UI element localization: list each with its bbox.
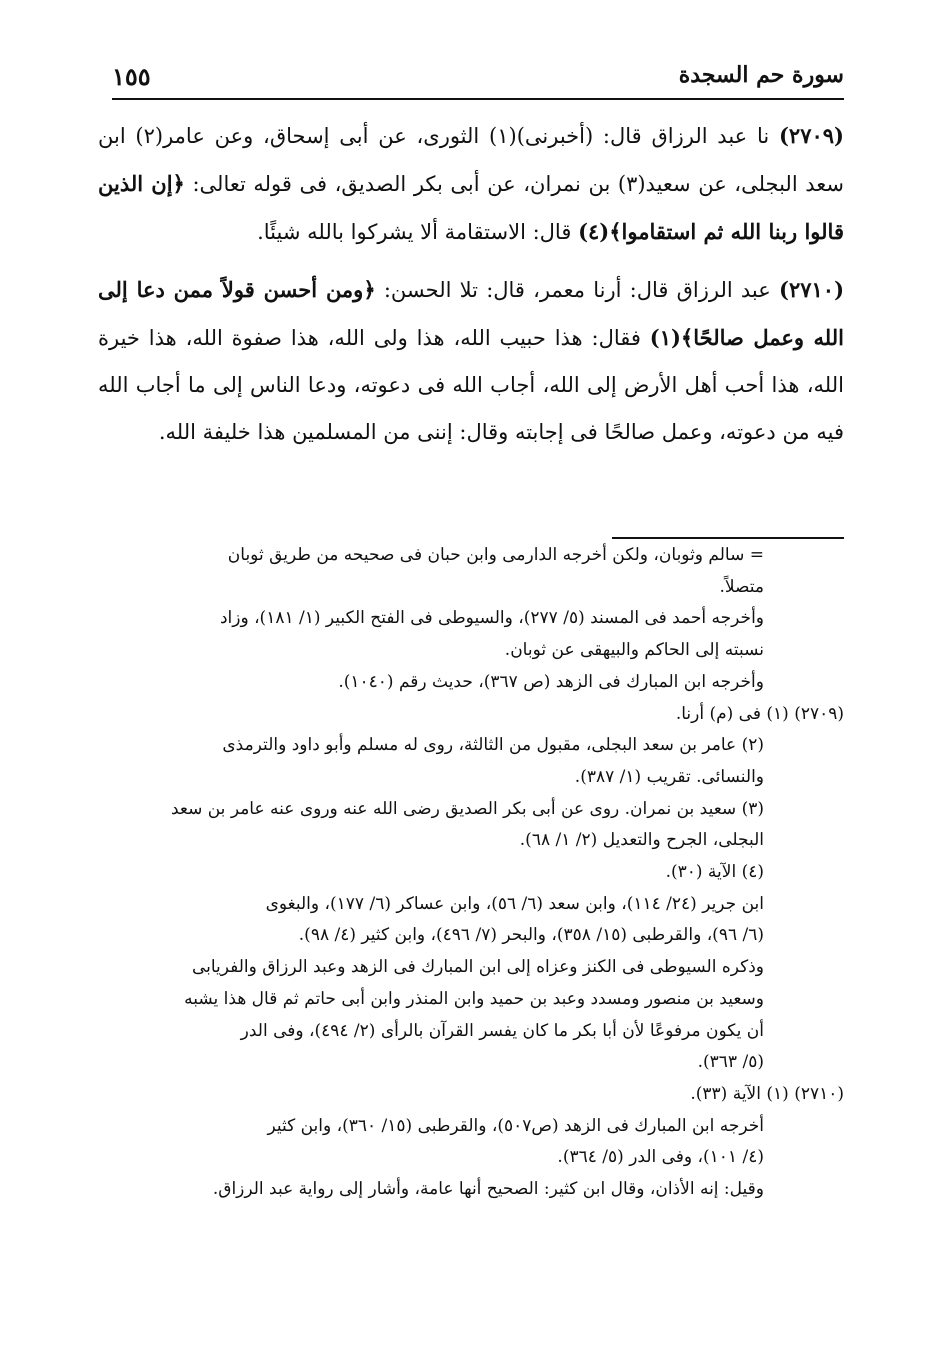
footnote-line: وذكره السيوطى فى الكنز وعزاه إلى ابن المبارك فى الزهد وعبد الرزاق والفريابى — [191, 957, 764, 978]
footnote-line: وسعيد بن منصور ومسدد وعبد بن حميد وابن المنذر وابن أبى حاتم ثم قال هذا يشبه — [184, 988, 764, 1009]
footnote-line: (٢٧١٠) (١) الآية (٣٣). — [690, 1083, 844, 1104]
footnote-line: (٥/ ٣٦٣). — [697, 1052, 764, 1073]
footnote-line: وأخرجه ابن المبارك فى الزهد (ص ٣٦٧)، حديث رقم (١٠٤٠). — [338, 671, 764, 692]
footnote-line: (٣) سعيد بن نمران. روى عن أبى بكر الصديق رضى الله عنه وروى عنه عامر بن سعد — [170, 798, 764, 819]
page-header — [112, 56, 844, 100]
footnote-line: أن يكون مرفوعًا لأن أبا بكر ما كان يفسر القرآن بالرأى (٢/ ٤٩٤)، وفى الدر — [240, 1020, 764, 1041]
hadith-number: (٢٧٠٩) — [778, 123, 844, 148]
footnote-line: (٦/ ٩٦)، والقرطبى (١٥/ ٣٥٨)، والبحر (٧/ ٤٩٦)، وابن كثير (٤/ ٩٨). — [298, 925, 764, 946]
hadith-paragraph — [98, 266, 844, 456]
header-rule — [112, 98, 844, 100]
main-text — [98, 112, 844, 466]
footnote-line: البجلى، الجرح والتعديل (٢/ ١/ ٦٨). — [519, 830, 764, 851]
hadith-text: عبد الرزاق قال: أرنا معمر، قال: تلا الحسن: — [383, 278, 771, 302]
footnote-rule — [612, 537, 844, 539]
hadith-number: (٢٧١٠) — [779, 277, 844, 302]
footnote-line: (٤/ ١٠١)، وفى الدر (٥/ ٣٦٤). — [557, 1147, 764, 1168]
footnote-line: نسبته إلى الحاكم والبيهقى عن ثوبان. — [504, 640, 764, 661]
hadith-tail: قال: الاستقامة ألا يشركوا بالله شيئًا. — [257, 220, 572, 244]
footnote-line: والنسائى. تقريب (١/ ٣٨٧). — [574, 766, 764, 787]
page-number: ١٥٥ — [112, 62, 151, 91]
footnote-line: وأخرجه أحمد فى المسند (٥/ ٢٧٧)، والسيوطى فى الفتح الكبير (١/ ١٨١)، وزاد — [219, 608, 764, 629]
footnote-line: (٢٧٠٩) (١) فى (م) أرنا. — [675, 703, 844, 724]
footnote-line: متصلاً. — [719, 576, 764, 597]
footnote-line: (٤) الآية (٣٠). — [665, 862, 764, 883]
surah-title: سورة حم السجدة — [678, 62, 844, 88]
quran-verse: ﴿ومن أحسن قولاً ممن دعا إلى الله وعمل صالحًا﴾(١) — [98, 277, 844, 350]
hadith-tail: فقال: هذا حبيب الله، هذا ولى الله، هذا صفوة الله، هذا خيرة الله، هذا أحب أهل الأرض إلى الله، أجاب الله فى دعوته، ودعا الناس إلى ما أجاب الله فيه من دعوته، وعمل صالحًا فى إجابته وقال: إننى من المسلمين هذا خليفة الله. — [98, 326, 844, 444]
hadith-paragraph — [98, 112, 844, 256]
footnote-line: ابن جرير (٢٤/ ١١٤)، وابن سعد (٦/ ٥٦)، وابن عساكر (٦/ ١٧٧)، والبغوى — [265, 893, 764, 914]
footnote-line: وقيل: إنه الأذان، وقال ابن كثير: الصحيح أنها عامة، وأشار إلى رواية عبد الرزاق. — [212, 1179, 764, 1200]
footnote-line: = سالم وثوبان، ولكن أخرجه الدارمى وابن حبان فى صحيحه من طريق ثوبان — [227, 545, 764, 565]
footnotes — [98, 540, 844, 1206]
footnote-line: أخرجه ابن المبارك فى الزهد (ص٥٠٧)، والقرطبى (١٥/ ٣٦٠)، وابن كثير — [267, 1115, 764, 1136]
quran-verse: ﴿إن الذين قالوا ربنا الله ثم استقاموا﴾(٤) — [98, 171, 844, 244]
hadith-text: نا عبد الرزاق قال: (أخبرنى)(١) الثورى، عن أبى إسحاق، وعن عامر(٢) ابن سعد البجلى، عن سعيد(٣) بن نمران، عن أبى بكر الصديق، فى قوله تعالى: — [98, 124, 844, 196]
footnote-line: (٢) عامر بن سعد البجلى، مقبول من الثالثة، روى له مسلم وأبو داود والترمذى — [222, 735, 764, 756]
